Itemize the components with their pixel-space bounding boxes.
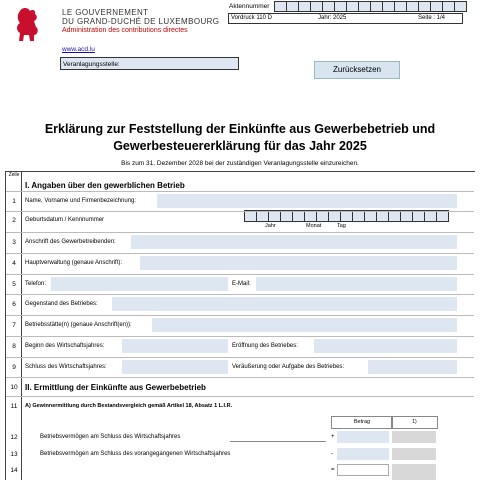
gov-name-line1: LE GOUVERNEMENT <box>62 8 149 17</box>
plus-sign: + <box>331 434 335 440</box>
minus-sign: - <box>331 451 333 457</box>
line-number: 9 <box>12 364 16 371</box>
vordruck-label: Vordruck 110 D <box>231 15 272 21</box>
beginn-label: Beginn des Wirtschaftsjahres: <box>25 343 105 349</box>
form-title-line2: Gewerbesteuererklärung für das Jahr 2025 <box>113 139 367 153</box>
row-divider <box>6 396 474 397</box>
line-number: 5 <box>12 281 16 288</box>
leader-line <box>230 441 326 442</box>
row-divider <box>6 232 474 233</box>
row-divider <box>6 211 474 212</box>
schluss-input[interactable] <box>122 360 228 374</box>
line-number: 8 <box>12 343 16 350</box>
aktennummer-boxes[interactable] <box>275 1 467 12</box>
row-divider <box>6 357 474 358</box>
eroeffnung-label: Eröffnung des Betriebes: <box>232 343 298 349</box>
bv-vorjahr-note <box>392 448 436 460</box>
gegenstand-input[interactable] <box>112 297 457 311</box>
row-divider <box>6 315 474 316</box>
form-info-row <box>228 13 463 24</box>
row-divider <box>6 294 474 295</box>
jahr-sublabel: Jahr <box>265 223 276 229</box>
bv-vorjahr-input[interactable] <box>337 448 389 460</box>
gov-name-line2: DU GRAND-DUCHÉ DE LUXEMBOURG <box>62 17 220 26</box>
seite-label: Seite : 1/4 <box>418 15 446 21</box>
result-input[interactable] <box>337 464 389 476</box>
tag-sublabel: Tag <box>337 223 346 229</box>
section-2-heading: II. Ermittlung der Einkünfte aus Gewerbebetrieb <box>25 383 206 392</box>
address-input[interactable] <box>131 235 457 249</box>
veraeusserung-label: Veräußerung oder Aufgabe des Betriebes: <box>232 364 345 370</box>
line-number: 6 <box>12 301 16 308</box>
luxembourg-lion-logo-icon <box>12 5 42 45</box>
address-label: Anschrift des Gewerbetreibenden: <box>25 239 116 245</box>
line-number: 4 <box>12 260 16 267</box>
bv-schluss-note <box>392 431 436 443</box>
jahr-label: Jahr: 2025 <box>318 15 347 21</box>
schluss-label: Schluss des Wirtschaftsjahres: <box>25 364 107 370</box>
row-divider <box>6 253 474 254</box>
line-number: 11 <box>10 403 18 410</box>
betrag-column-header: Betrag <box>331 416 393 429</box>
zeile-header: Zeile <box>8 172 20 178</box>
line-number: 12 <box>10 434 18 441</box>
betriebsstaette-input[interactable] <box>152 318 457 332</box>
veraeusserung-input[interactable] <box>368 360 457 374</box>
acd-website-link[interactable]: www.acd.lu <box>62 46 95 53</box>
email-input[interactable] <box>256 277 457 291</box>
line-number: 1 <box>12 198 16 205</box>
reset-button[interactable]: Zurücksetzen <box>314 61 400 79</box>
line-number: 13 <box>10 451 18 458</box>
section-1-heading: I. Angaben über den gewerblichen Betrieb <box>25 181 185 190</box>
row-divider <box>6 336 474 337</box>
bv-schluss-label: Betriebsvermögen am Schluss des Wirtschaftsjahres <box>40 434 181 440</box>
result-note <box>392 464 436 480</box>
name-input[interactable] <box>157 194 457 208</box>
row-divider <box>6 377 474 378</box>
form-title-line1: Erklärung zur Feststellung der Einkünfte aus Gewerbebetrieb und <box>44 122 436 136</box>
line-number: 14 <box>10 467 18 474</box>
equals-sign: = <box>331 467 335 473</box>
bv-vorjahr-label: Betriebsvermögen am Schluss des vorangegangenen Wirtschaftsjahres <box>40 451 231 457</box>
hauptverwaltung-label: Hauptverwaltung (genaue Anschrift): <box>25 260 123 266</box>
birthdate-label: Geburtsdatum / Kennnummer <box>25 217 105 223</box>
veranlagungsstelle-field[interactable]: Veranlagungsstelle: <box>60 57 239 70</box>
row-divider <box>6 274 474 275</box>
submission-deadline: Bis zum 31. Dezember 2028 bei der zuständigen Veranlagungsstelle einzureichen. <box>121 160 359 167</box>
hauptverwaltung-input[interactable] <box>140 256 457 270</box>
line-number: 3 <box>12 239 16 246</box>
email-label: E-Mail: <box>232 281 251 287</box>
administration-name: Administration des contributions directes <box>62 27 188 34</box>
telefon-input[interactable] <box>51 277 228 291</box>
monat-sublabel: Monat <box>306 223 322 229</box>
beginn-input[interactable] <box>122 339 228 353</box>
table-top-border <box>5 171 475 172</box>
aktennummer-label: Aktennummer <box>229 3 270 10</box>
gegenstand-label: Gegenstand des Betriebes: <box>25 301 98 307</box>
telefon-label: Telefon: <box>25 281 47 287</box>
line-number: 10 <box>10 384 18 391</box>
betriebsstaette-label: Betriebsstätte(n) (genaue Anschrift(en)): <box>25 322 132 328</box>
row-divider <box>6 191 474 192</box>
section-2a-heading: A) Gewinnermittlung durch Bestandsvergleich gemäß Artikel 18, Absatz 1 L.I.R. <box>25 403 233 409</box>
line-number: 7 <box>12 322 16 329</box>
betrag-note-header: 1) <box>391 416 438 429</box>
bv-schluss-input[interactable] <box>337 431 389 443</box>
name-label: Name, Vorname und Firmenbezeichnung: <box>25 198 137 204</box>
line-number: 2 <box>12 217 16 224</box>
eroeffnung-input[interactable] <box>314 339 457 353</box>
